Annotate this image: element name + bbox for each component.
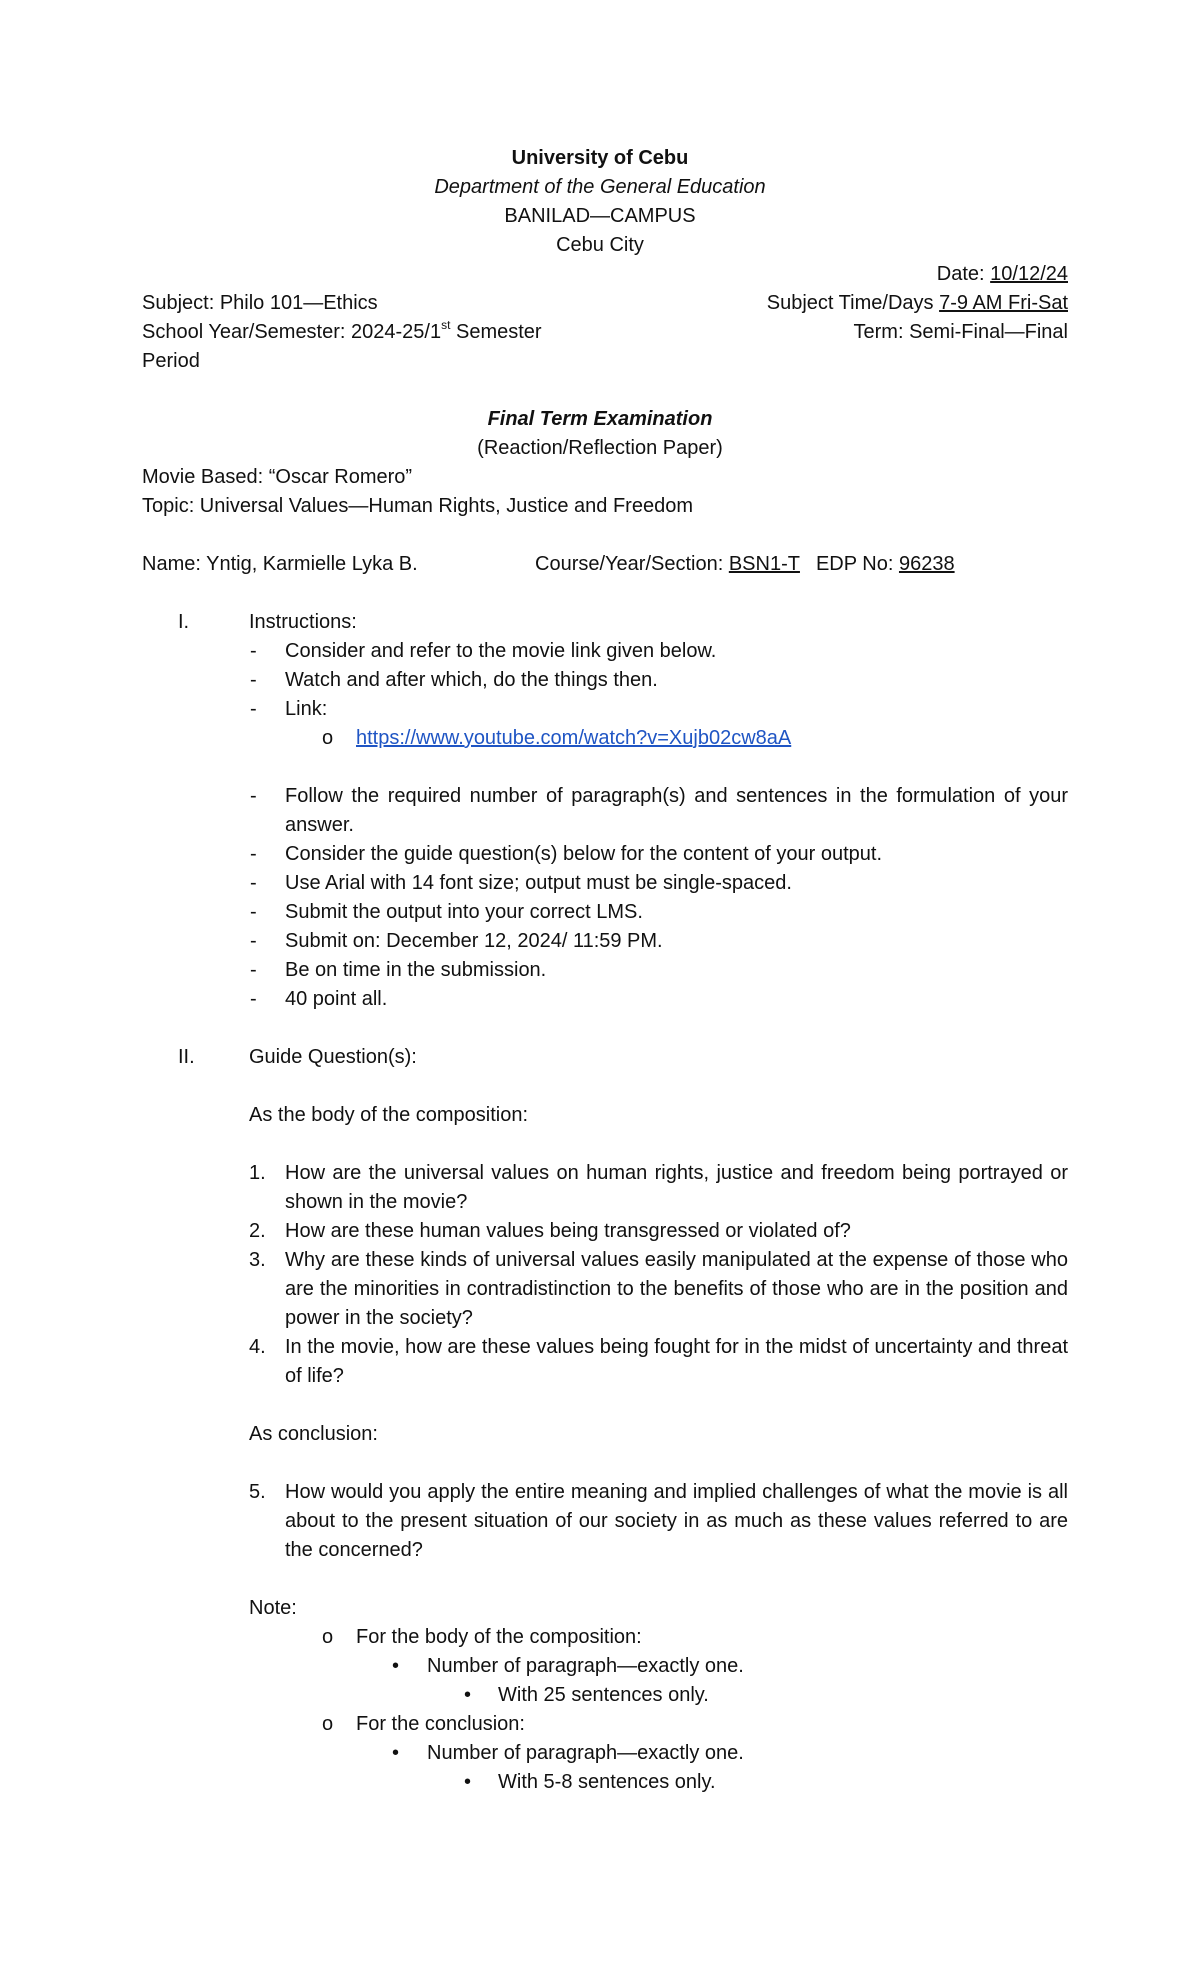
- question-number: 2.: [249, 1220, 266, 1242]
- instruction-item: 40 point all.: [285, 988, 388, 1010]
- conclusion-intro: As conclusion:: [249, 1423, 378, 1445]
- section-1-heading: Instructions:: [249, 611, 357, 633]
- campus-name: BANILAD—CAMPUS: [504, 205, 696, 227]
- link-bullet: o: [322, 727, 334, 749]
- circle-bullet: o: [322, 1626, 334, 1648]
- section-1-numeral: I.: [178, 611, 190, 633]
- instruction-follow: Follow the required number of paragraph(s) and sentences in the formulation of your answer.: [285, 785, 1068, 836]
- body-intro: As the body of the composition:: [249, 1104, 529, 1126]
- instruction-item: Link:: [285, 698, 328, 720]
- circle-bullet: o: [322, 1713, 334, 1735]
- question-number: 3.: [249, 1249, 266, 1271]
- subject-time-value: 7-9 AM Fri-Sat: [939, 292, 1068, 314]
- subject-time-label: Subject Time/Days: [766, 292, 934, 314]
- exam-subtitle: (Reaction/Reflection Paper): [477, 437, 723, 459]
- student-name: Name: Yntig, Karmielle Lyka B.: [142, 553, 418, 575]
- instruction-item: Watch and after which, do the things then.: [285, 669, 658, 691]
- instruction-item: Consider the guide question(s) below for the content of your output.: [285, 843, 883, 865]
- disc-bullet: •: [392, 1742, 400, 1764]
- dash-marker: -: [250, 640, 257, 662]
- instruction-item: Submit on: December 12, 2024/ 11:59 PM.: [285, 930, 663, 952]
- disc-bullet: •: [464, 1771, 472, 1793]
- instruction-item: Submit the output into your correct LMS.: [285, 901, 643, 923]
- movie-link[interactable]: [356, 724, 791, 753]
- university-name: University of Cebu: [511, 147, 689, 169]
- note-conclusion-label: For the conclusion:: [356, 1713, 525, 1735]
- topic-line: Topic: Universal Values—Human Rights, Justice and Freedom: [142, 495, 693, 517]
- question-text: In the movie, how are these values being fought for in the midst of uncertainty and threat of life?: [285, 1336, 1068, 1387]
- edp-label: EDP No:: [815, 553, 894, 575]
- question-number: 1.: [249, 1162, 266, 1184]
- note-body-label: For the body of the composition:: [356, 1626, 642, 1648]
- disc-bullet: •: [392, 1655, 400, 1677]
- subject-time-line: [767, 289, 1068, 318]
- question-number: 4.: [249, 1336, 266, 1358]
- dash-marker: -: [250, 930, 257, 952]
- instruction-item: Consider and refer to the movie link given below.: [285, 640, 717, 662]
- note-conclusion-sentences: With 5-8 sentences only.: [498, 1771, 716, 1793]
- city-name: Cebu City: [556, 234, 644, 256]
- question-text: Why are these kinds of universal values easily manipulated at the expense of those who are the minorities in contradistinction to the benefits of those who are in the position and power in the society?: [285, 1249, 1068, 1329]
- school-year-suffix: Semester: [450, 321, 542, 343]
- department-name: Department of the General Education: [434, 176, 766, 198]
- movie-link-text[interactable]: https://www.youtube.com/watch?v=Xujb02cw8aA: [356, 727, 792, 749]
- dash-marker: -: [250, 698, 257, 720]
- date-line: [937, 260, 1068, 289]
- edp-value: 96238: [898, 553, 955, 575]
- subject-line: Subject: Philo 101—Ethics: [142, 292, 378, 314]
- school-year-continuation: Period: [142, 350, 200, 372]
- movie-line: Movie Based: “Oscar Romero”: [142, 466, 413, 488]
- instruction-item: Use Arial with 14 font size; output must be single-spaced.: [285, 872, 792, 894]
- question-text: How are the universal values on human rights, justice and freedom being portrayed or shown in the movie?: [285, 1162, 1068, 1213]
- note-body-paragraph: Number of paragraph—exactly one.: [427, 1655, 744, 1677]
- course-value: BSN1-T: [728, 553, 800, 575]
- instruction-item: Be on time in the submission.: [285, 959, 547, 981]
- school-year-line: [142, 318, 542, 347]
- disc-bullet: •: [464, 1684, 472, 1706]
- dash-marker: -: [250, 872, 257, 894]
- note-body-sentences: With 25 sentences only.: [498, 1684, 709, 1706]
- date-value: 10/12/24: [990, 263, 1068, 285]
- note-label: Note:: [249, 1597, 297, 1619]
- dash-marker: -: [250, 669, 257, 691]
- note-conclusion-paragraph: Number of paragraph—exactly one.: [427, 1742, 744, 1764]
- question-text: How are these human values being transgressed or violated of?: [285, 1220, 851, 1242]
- exam-title: Final Term Examination: [487, 408, 713, 430]
- course-line: [535, 550, 955, 579]
- school-year-prefix: School Year/Semester: 2024-25/1: [142, 321, 442, 343]
- dash-marker: -: [250, 988, 257, 1010]
- section-2-numeral: II.: [178, 1046, 195, 1068]
- dash-marker: -: [250, 843, 257, 865]
- dash-marker: -: [250, 901, 257, 923]
- question-text: How would you apply the entire meaning and implied challenges of what the movie is all about to the present situation of our society in as much as these values referred to are the concerned?: [285, 1481, 1068, 1561]
- term-line: Term: Semi-Final—Final: [853, 321, 1068, 343]
- course-label: Course/Year/Section:: [535, 553, 724, 575]
- dash-marker: -: [250, 785, 257, 807]
- school-year-sup: st: [441, 318, 451, 333]
- question-number: 5.: [249, 1481, 266, 1503]
- date-label: Date:: [936, 263, 985, 285]
- dash-marker: -: [250, 959, 257, 981]
- section-2-heading: Guide Question(s):: [249, 1046, 417, 1068]
